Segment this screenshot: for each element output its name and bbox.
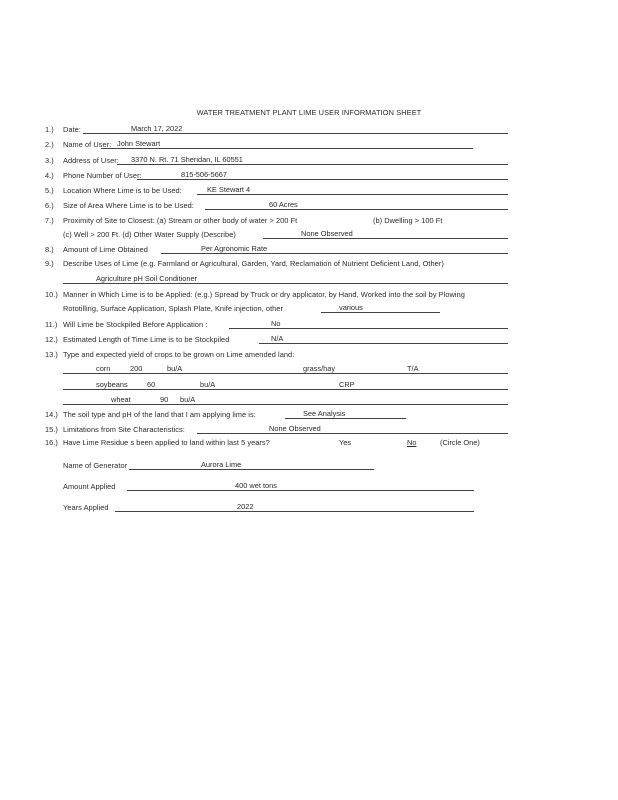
crop-line-2: [63, 389, 508, 390]
generator-line: [129, 469, 374, 470]
date-line: [83, 133, 508, 134]
crop-name: CRP: [339, 380, 355, 389]
application-manner-label: Manner in Which Lime is to be Applied: (e.g.) Spread by Truck or dry applicator, by Hand, Worked into the soil by Plowing: [63, 290, 465, 299]
lime-uses-line: [63, 283, 508, 284]
item-number: 11.): [45, 320, 58, 329]
stockpile-time-value: N/A: [271, 334, 284, 343]
well-label: (c) Well > 200 Ft. (d) Other Water Supply (Describe): [63, 230, 236, 239]
stockpile-time-line: [259, 343, 508, 344]
user-name-label: Name of User:: [63, 140, 112, 149]
item-number: 13.): [45, 350, 58, 359]
crop-unit: bu/A: [167, 364, 183, 373]
lime-amount-value: Per Agronomic Rate: [201, 244, 268, 253]
item-number: 7.): [45, 216, 54, 225]
date-value: March 17, 2022: [131, 124, 183, 133]
location-line: [197, 194, 508, 195]
item-number: 6.): [45, 201, 54, 210]
location-label: Location Where Lime is to be Used:: [63, 186, 182, 195]
limitations-line: [197, 433, 508, 434]
phone-line: [137, 179, 508, 180]
years-applied-label: Years Applied: [63, 503, 109, 512]
circle-one-note: (Circle One): [440, 438, 480, 447]
stockpile-time-label: Estimated Length of Time Lime is to be Stockpiled: [63, 335, 230, 344]
item-number: 9.): [45, 259, 54, 268]
crop-name: soybeans: [96, 380, 128, 389]
address-label: Address of User:: [63, 156, 119, 165]
crop-yield: 60: [147, 380, 156, 389]
yes-option: Yes: [339, 438, 352, 447]
item-number: 4.): [45, 171, 54, 180]
date-label: Date:: [63, 125, 81, 134]
item-number: 3.): [45, 156, 54, 165]
item-number: 12.): [45, 335, 58, 344]
amount-applied-value: 400 wet tons: [235, 481, 277, 490]
area-size-line: [205, 209, 508, 210]
soil-type-label: The soil type and pH of the land that I am applying lime is:: [63, 410, 256, 419]
location-value: KE Stewart 4: [207, 185, 251, 194]
item-number: 1.): [45, 125, 54, 134]
phone-label: Phone Number of User:: [63, 171, 142, 180]
years-applied-value: 2022: [237, 502, 254, 511]
phone-value: 815-506-5667: [181, 170, 228, 179]
crop-name: grass/hay: [303, 364, 336, 373]
item-number: 8.): [45, 245, 54, 254]
item-number: 15.): [45, 425, 58, 434]
crop-yield: 200: [130, 364, 143, 373]
crop-yield: 90: [160, 395, 169, 404]
item-number: 10.): [45, 290, 58, 299]
crops-label: Type and expected yield of crops to be grown on Lime amended land:: [63, 350, 295, 359]
generator-value: Aurora Lime: [201, 460, 242, 469]
item-number: 14.): [45, 410, 58, 419]
crop-line-1: [63, 373, 508, 374]
water-supply-line: [263, 238, 508, 239]
application-manner-line: [321, 312, 440, 313]
water-supply-value: None Observed: [301, 229, 353, 238]
user-name-value: John Stewart: [117, 139, 161, 148]
area-size-label: Size of Area Where Lime is to be Used:: [63, 201, 194, 210]
crop-name: corn: [96, 364, 111, 373]
stockpile-line: [229, 328, 508, 329]
lime-amount-label: Amount of Lime Obtained: [63, 245, 148, 254]
stockpile-label: Will Lime be Stockpiled Before Application :: [63, 320, 208, 329]
no-option: No: [407, 438, 417, 447]
lime-uses-label: Describe Uses of Lime (e.g. Farmland or Agricultural, Garden, Yard, Reclamation of Nutrient Deficient Land, Other): [63, 259, 444, 268]
form-title: WATER TREATMENT PLANT LIME USER INFORMATION SHEET: [196, 108, 422, 117]
years-applied-line: [115, 511, 474, 512]
residue-question-label: Have Lime Residue s been applied to land within last 5 years?: [63, 438, 270, 447]
proximity-label: Proximity of Site to Closest: (a) Stream or other body of water > 200 Ft: [63, 216, 298, 225]
crop-unit: bu/A: [200, 380, 216, 389]
crop-yield: T/A: [407, 364, 419, 373]
item-number: 2.): [45, 140, 54, 149]
dwelling-label: (b) Dwelling > 100 Ft: [373, 216, 443, 225]
amount-applied-line: [127, 490, 474, 491]
soil-type-value: See Analysis: [303, 409, 346, 418]
limitations-label: Limitations from Site Characteristics:: [63, 425, 185, 434]
area-size-value: 60 Acres: [269, 200, 298, 209]
user-name-line: [101, 148, 473, 149]
crop-name: wheat: [111, 395, 131, 404]
application-manner-label-2: Rototilling, Surface Application, Splash Plate, Knife injection, other: [63, 304, 284, 313]
item-number: 5.): [45, 186, 54, 195]
item-number: 16.): [45, 438, 58, 447]
lime-amount-line: [161, 253, 508, 254]
application-manner-value: various: [339, 303, 363, 312]
amount-applied-label: Amount Applied: [63, 482, 116, 491]
generator-label: Name of Generator: [63, 461, 128, 470]
lime-uses-value: Agriculture pH Soil Conditioner: [96, 274, 198, 283]
crop-line-3: [63, 404, 508, 405]
soil-type-line: [285, 418, 406, 419]
stockpile-value: No: [271, 319, 281, 328]
address-line: [117, 164, 508, 165]
crop-unit: bu/A: [180, 395, 196, 404]
limitations-value: None Observed: [269, 424, 321, 433]
address-value: 3370 N. Rt. 71 Sheridan, IL 60551: [131, 155, 243, 164]
